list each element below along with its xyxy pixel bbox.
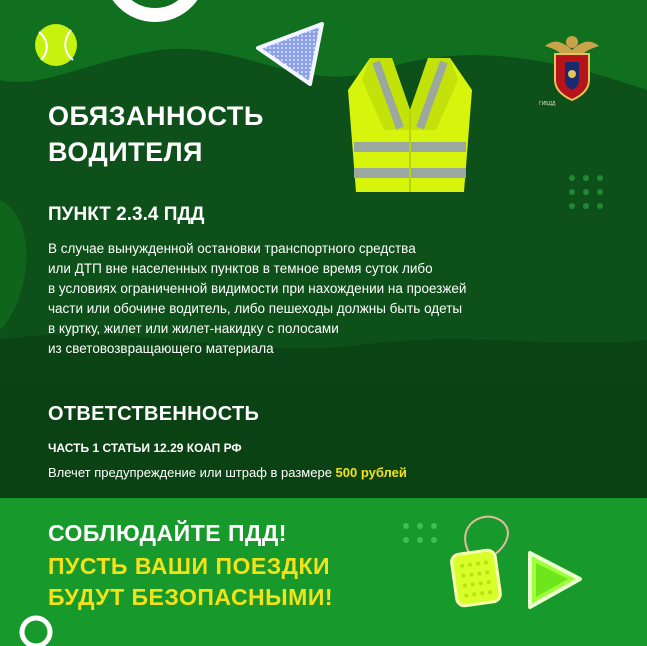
rule-text-line: в условиях ограниченной видимости при нахождении на проезжей <box>48 281 467 296</box>
headline-line-2: ВОДИТЕЛЯ <box>48 137 203 167</box>
slogan-line-1: СОБЛЮДАЙТЕ ПДД! <box>48 520 287 546</box>
tennis-ball-icon <box>33 22 79 68</box>
safety-vest-icon <box>340 50 480 200</box>
emblem-caption: ГИБДД <box>539 101 556 107</box>
green-reflector-triangle-icon <box>522 545 588 615</box>
responsibility-title: ОТВЕТСТВЕННОСТЬ <box>48 403 260 425</box>
rule-text-line: в куртку, жилет или жилет-накидку с полосами <box>48 321 339 336</box>
rule-title: ПУНКТ 2.3.4 ПДД <box>48 204 205 225</box>
mvd-emblem-icon <box>541 24 603 104</box>
slogan-line-3: БУДУТ БЕЗОПАСНЫМИ! <box>48 584 334 610</box>
responsibility-section-background <box>0 380 647 498</box>
rule-text-line: В случае вынужденной остановки транспортного средства <box>48 241 416 256</box>
responsibility-penalty <box>48 465 407 480</box>
rule-text-line: части или обочине водитель, либо пешеходы должны быть одеты <box>48 301 463 316</box>
penalty-text: Влечет предупреждение или штраф в размере <box>48 465 336 480</box>
slogan-line-2: ПУСТЬ ВАШИ ПОЕЗДКИ <box>48 553 331 579</box>
reflector-pendant-icon <box>440 510 520 620</box>
penalty-amount: 500 рублей <box>335 465 407 480</box>
ring-decoration <box>100 0 210 30</box>
headline <box>48 98 264 170</box>
ring-decoration-bottom <box>14 608 54 646</box>
headline-line-1: ОБЯЗАННОСТЬ <box>48 101 264 131</box>
slogan-highlight <box>48 551 333 613</box>
rule-text-line: или ДТП вне населенных пунктов в темное время суток либо <box>48 261 433 276</box>
dots-decoration <box>566 172 616 222</box>
responsibility-article: ЧАСТЬ 1 СТАТЬИ 12.29 КОАП РФ <box>48 441 242 455</box>
reflector-triangle-icon <box>252 18 332 88</box>
rule-text <box>48 239 623 359</box>
rule-text-line: из световозвращающего материала <box>48 341 274 356</box>
